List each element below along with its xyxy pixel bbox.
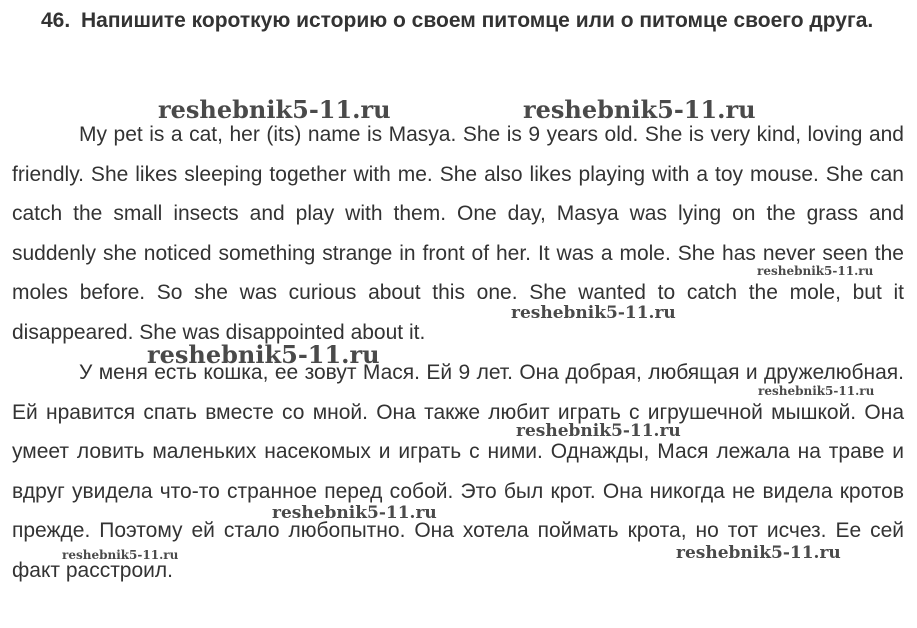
task-title: Напишите короткую историю о своем питомце или о питомце своего друга.	[81, 9, 874, 32]
watermark: reshebnik5-11.ru	[511, 303, 676, 323]
task-heading	[41, 2, 911, 40]
watermark: reshebnik5-11.ru	[62, 548, 179, 562]
task-number: 46.	[41, 9, 71, 32]
watermark: reshebnik5-11.ru	[516, 421, 681, 441]
watermark: reshebnik5-11.ru	[272, 503, 437, 523]
watermark: reshebnik5-11.ru	[757, 264, 874, 278]
english-paragraph: My pet is a cat, her (its) name is Masya. She is 9 years old. She is very kind, loving and friendly. She likes sleeping together with me. She also likes playing with a toy mouse. She can catch the small insects and play with them. One day, Masya was lying on the grass and suddenly she noticed something strange in front of her. It was a mole. She has never seen the moles before. So she was curious about this one. She wanted to catch the mole, but it disappeared. She was disappointed about it.	[12, 123, 904, 344]
watermark: reshebnik5-11.ru	[158, 95, 391, 124]
russian-paragraph: У меня есть кошка, ее зовут Мася. Ей 9 лет. Она добрая, любящая и дружелюбная. Ей нравится спать вместе со мной. Она также любит играть с игрушечной мышкой. Она умеет ловить маленьких насекомых и играть с ними. Однажды, Мася лежала на траве и вдруг увидела что-то странное перед собой. Это был крот. Она никогда не видела кротов прежде. Поэтому ей стало любопытно. Она хотела поймать крота, но тот исчез. Ее сей факт расстроил.	[12, 361, 904, 582]
watermark: reshebnik5-11.ru	[758, 384, 875, 398]
watermark: reshebnik5-11.ru	[147, 340, 380, 369]
watermark: reshebnik5-11.ru	[523, 95, 756, 124]
watermark: reshebnik5-11.ru	[676, 543, 841, 563]
